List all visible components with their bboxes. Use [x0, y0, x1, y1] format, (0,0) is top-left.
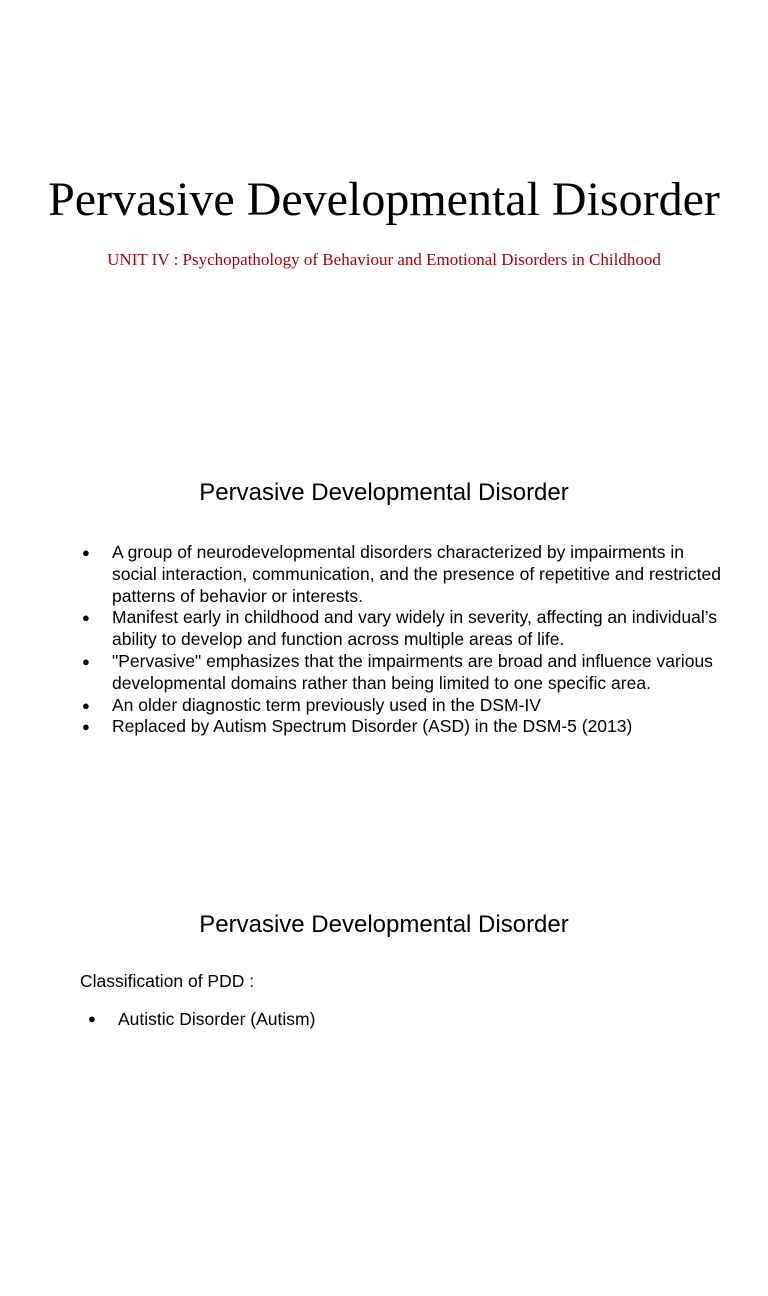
- slide-title: Pervasive Developmental Disorder: [199, 479, 569, 506]
- bullet-text: A group of neurodevelopmental disorders characterized by impairments in social interaction, communication, and the presence of repetitive and restricted patterns of behavior or interests.: [112, 542, 721, 606]
- bullet-text: An older diagnostic term previously used in the DSM-IV: [112, 694, 541, 715]
- bullet-icon: ●: [82, 719, 90, 735]
- bullet-icon: ●: [88, 1011, 96, 1026]
- list-item: [80, 716, 730, 738]
- definition-slide: [0, 432, 768, 864]
- classification-label: Classification of PDD :: [80, 971, 255, 991]
- slide-title: Pervasive Developmental Disorder: [199, 911, 569, 938]
- bullet-icon: ●: [82, 545, 90, 560]
- classification-item: Autistic Disorder (Autism): [118, 1009, 316, 1029]
- bullet-icon: ●: [82, 610, 90, 626]
- bullet-text: "Pervasive" emphasizes that the impairments are broad and influence various developmental domains rather than being limited to one specific area.: [112, 650, 713, 693]
- title-slide: [0, 0, 768, 432]
- list-item: [80, 695, 730, 717]
- classification-list: [86, 1008, 315, 1030]
- bullet-icon: ●: [82, 653, 90, 669]
- bullet-list: [80, 542, 730, 738]
- bullet-text: Replaced by Autism Spectrum Disorder (ASD) in the DSM-5 (2013): [112, 716, 633, 737]
- bullet-text: Manifest early in childhood and vary widely in severity, affecting an individual’s ability to develop and function across multiple areas of life.: [112, 607, 718, 650]
- bullet-icon: ●: [82, 697, 90, 713]
- presentation-title: Pervasive Developmental Disorder: [48, 173, 720, 226]
- list-item: [80, 542, 730, 607]
- presentation-subtitle: UNIT IV : Psychopathology of Behaviour and Emotional Disorders in Childhood: [107, 250, 661, 269]
- list-item: [80, 607, 730, 651]
- list-item: [80, 651, 730, 695]
- classification-slide: [0, 864, 768, 1296]
- list-item: [86, 1008, 315, 1030]
